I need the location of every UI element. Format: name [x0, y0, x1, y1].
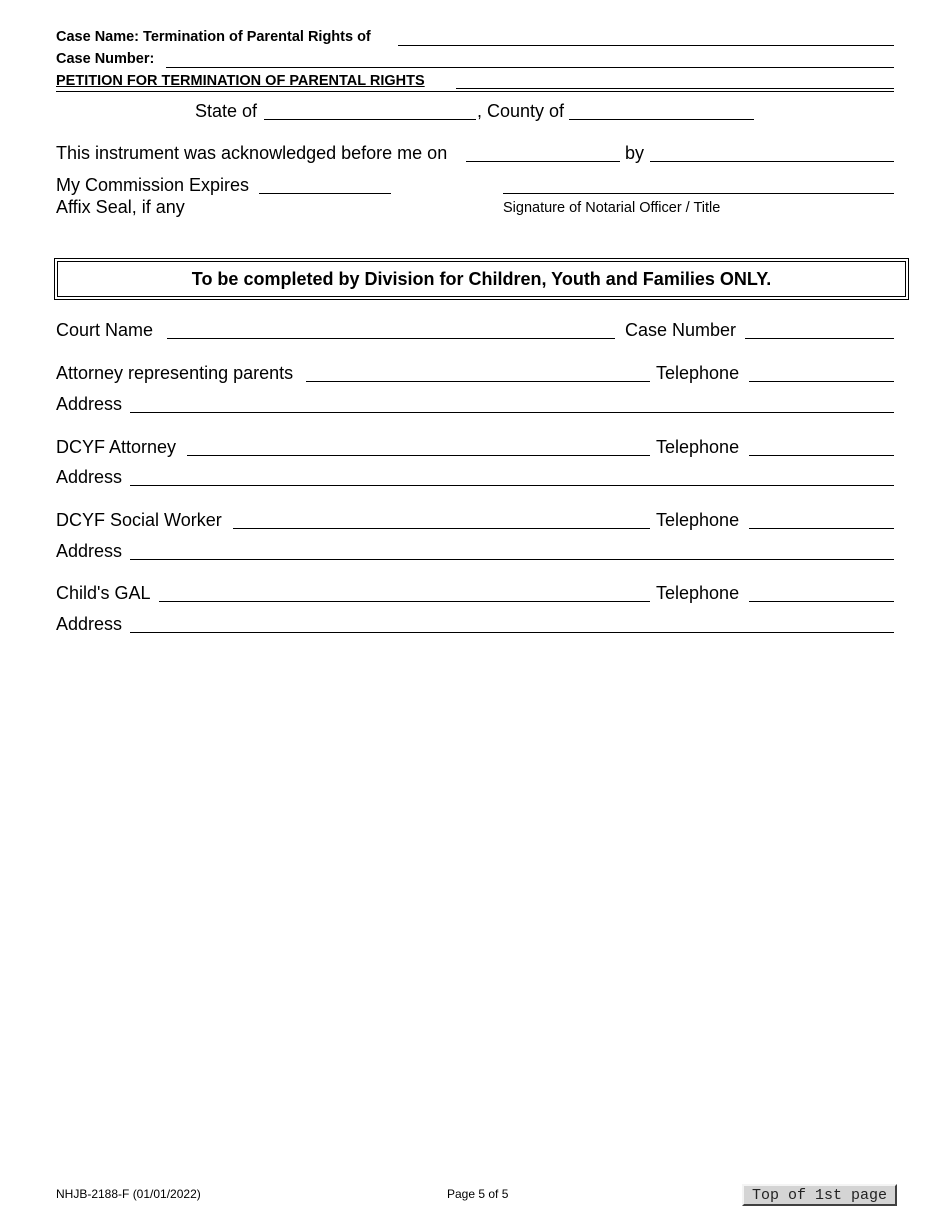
- dcyf-attorney-address-label: Address: [56, 467, 123, 487]
- acknowledged-label: This instrument was acknowledged before me on: [56, 143, 448, 163]
- seal-label: Affix Seal, if any: [56, 197, 185, 217]
- case-name-field[interactable]: [398, 27, 894, 46]
- notary-signature-field[interactable]: [503, 175, 894, 194]
- dcyf-banner-text: To be completed by Division for Children, Youth and Families ONLY.: [57, 261, 906, 297]
- gal-telephone-label: Telephone: [656, 583, 740, 603]
- signature-caption: Signature of Notarial Officer / Title: [503, 200, 721, 216]
- acknowledged-by-field[interactable]: [650, 143, 894, 162]
- gal-address-field[interactable]: [130, 614, 894, 633]
- form-title: PETITION FOR TERMINATION OF PARENTAL RIGHTS: [56, 73, 425, 89]
- gal-field[interactable]: [159, 583, 650, 602]
- social-worker-address-label: Address: [56, 541, 123, 561]
- social-worker-label: DCYF Social Worker: [56, 510, 222, 530]
- social-worker-telephone-label: Telephone: [656, 510, 740, 530]
- court-name-label: Court Name: [56, 320, 154, 340]
- dcyf-banner-box: [54, 258, 909, 300]
- dcyf-attorney-telephone-label: Telephone: [656, 437, 740, 457]
- dcyf-case-number-label: Case Number: [625, 320, 737, 340]
- parents-attorney-label: Attorney representing parents: [56, 363, 294, 383]
- commission-expires-field[interactable]: [259, 175, 391, 194]
- social-worker-field[interactable]: [233, 510, 650, 529]
- form-id: NHJB-2188-F (01/01/2022): [56, 1187, 201, 1201]
- social-worker-address-field[interactable]: [130, 541, 894, 560]
- state-field[interactable]: [264, 101, 476, 120]
- commission-label: My Commission Expires: [56, 175, 250, 195]
- case-number-field[interactable]: [166, 49, 894, 68]
- acknowledged-date-field[interactable]: [466, 143, 620, 162]
- county-field[interactable]: [569, 101, 754, 120]
- parents-attorney-telephone-label: Telephone: [656, 363, 740, 383]
- dcyf-attorney-label: DCYF Attorney: [56, 437, 177, 457]
- dcyf-attorney-address-field[interactable]: [130, 467, 894, 486]
- dcyf-attorney-telephone-field[interactable]: [749, 437, 894, 456]
- county-label: , County of: [477, 101, 565, 121]
- parents-attorney-address-label: Address: [56, 394, 123, 414]
- state-label: State of: [195, 101, 258, 121]
- court-name-field[interactable]: [167, 320, 615, 339]
- by-label: by: [625, 143, 645, 163]
- parents-attorney-field[interactable]: [306, 363, 650, 382]
- page-number: Page 5 of 5: [447, 1187, 509, 1201]
- social-worker-telephone-field[interactable]: [749, 510, 894, 529]
- title-double-rule: [56, 91, 894, 92]
- parents-attorney-telephone-field[interactable]: [749, 363, 894, 382]
- title-rule: [456, 88, 894, 89]
- case-name-label: Case Name: Termination of Parental Rights of: [56, 29, 371, 45]
- gal-telephone-field[interactable]: [749, 583, 894, 602]
- case-number-label: Case Number:: [56, 51, 155, 67]
- dcyf-case-number-field[interactable]: [745, 320, 894, 339]
- parents-attorney-address-field[interactable]: [130, 394, 894, 413]
- gal-address-label: Address: [56, 614, 123, 634]
- top-of-first-page-button[interactable]: Top of 1st page: [742, 1184, 897, 1206]
- dcyf-attorney-field[interactable]: [187, 437, 650, 456]
- gal-label: Child's GAL: [56, 583, 151, 603]
